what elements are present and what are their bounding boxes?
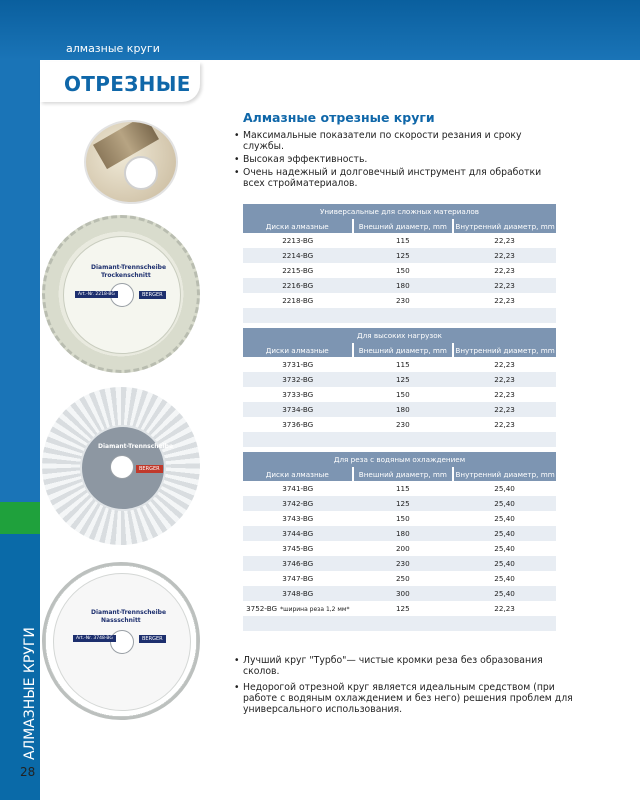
column-header: Диски алмазные [243,467,353,481]
outer-diameter-cell: 115 [353,357,454,372]
model-cell: 3742-BG [243,496,353,511]
model-cell: 3743-BG [243,511,353,526]
outer-diameter-cell: 180 [353,278,454,293]
table-row [243,357,556,372]
inner-diameter-cell: 22,23 [453,233,556,248]
feature-list [234,130,564,191]
spec-table-water-cooled [243,452,556,631]
section-tab-marker [0,502,40,534]
model-cell: 3746-BG [243,556,353,571]
table-row [243,481,556,496]
disc3-subtitle: Nassschnitt [101,617,141,624]
model-cell: 2213-BG [243,233,353,248]
table-row [243,601,556,616]
outer-diameter-cell: 200 [353,541,454,556]
inner-diameter-cell: 22,23 [453,402,556,417]
outer-diameter-cell: 125 [353,496,454,511]
disc3-artnr: Art.-Nr. 3748-BG [73,635,116,642]
model-cell: 2214-BG [243,248,353,263]
disc3-brand: BERGER [139,635,166,643]
table-row [243,233,556,248]
column-header: Внешний диаметр, mm [353,343,454,357]
side-section-label: АЛМАЗНЫЕ КРУГИ [22,627,38,760]
table-row [243,387,556,402]
outer-diameter-cell: 300 [353,586,454,601]
disc-hub [110,630,134,654]
table-row [243,571,556,586]
inner-diameter-cell: 22,23 [453,357,556,372]
inner-diameter-cell: 25,40 [453,481,556,496]
table-row [243,496,556,511]
inner-diameter-cell: 22,23 [453,601,556,616]
model-cell: 3745-BG [243,541,353,556]
page-number: 28 [20,765,36,779]
continuous-rim-disc-image [42,562,200,720]
outer-diameter-cell: 150 [353,263,454,278]
column-header: Внутренний диаметр, mm [453,343,556,357]
inner-diameter-cell: 25,40 [453,571,556,586]
model-cell: 3747-BG [243,571,353,586]
outer-diameter-cell: 125 [353,601,454,616]
table-row [243,556,556,571]
outer-diameter-cell: 230 [353,417,454,432]
table-row [243,586,556,601]
inner-diameter-cell: 22,23 [453,263,556,278]
title-tab [40,62,200,102]
table-caption: Для высоких нагрузок [243,328,556,343]
outer-diameter-cell: 150 [353,511,454,526]
inner-diameter-cell: 22,23 [453,372,556,387]
spec-table-universal [243,204,556,323]
disc1-subtitle: Trockenschnitt [101,272,151,279]
outer-diameter-cell: 115 [353,233,454,248]
inner-diameter-cell: 25,40 [453,496,556,511]
disc-hub [110,455,134,479]
disc1-title: Diamant-Trennscheibe [91,264,167,271]
inner-diameter-cell: 25,40 [453,556,556,571]
column-header: Внутренний диаметр, mm [453,467,556,481]
table-row [243,526,556,541]
model-cell: 3744-BG [243,526,353,541]
model-cell: 3741-BG [243,481,353,496]
table-row [243,278,556,293]
table-filler-row [243,308,556,323]
cutting-stone-photo [84,120,178,204]
turbo-disc-image [42,387,200,545]
section-heading: Алмазные отрезные круги [243,110,435,125]
outer-diameter-cell: 150 [353,387,454,402]
table-caption: Универсальные для сложных материалов [243,204,556,219]
disc3-title: Diamant-Trennscheibe [91,609,167,616]
disc2-title: Diamant-Trennscheibe [98,443,174,450]
benefits-list [234,655,574,720]
outer-diameter-cell: 230 [353,293,454,308]
model-cell: 2215-BG [243,263,353,278]
model-cell: 2216-BG [243,278,353,293]
table-row [243,372,556,387]
feature-item: • Высокая эффективность. [234,154,564,165]
column-header: Диски алмазные [243,219,353,233]
kerf-note: *ширина реза 1,2 мм* [280,606,350,613]
model-cell: 3731-BG [243,357,353,372]
outer-diameter-cell: 115 [353,481,454,496]
outer-diameter-cell: 180 [353,402,454,417]
outer-diameter-cell: 125 [353,248,454,263]
model-cell: 3734-BG [243,402,353,417]
outer-diameter-cell: 180 [353,526,454,541]
table-row [243,541,556,556]
model-code: 3752-BG [246,604,278,613]
model-cell: 3736-BG [243,417,353,432]
model-cell: 3748-BG [243,586,353,601]
breadcrumb: алмазные круги [66,42,160,55]
column-header: Внешний диаметр, mm [353,467,454,481]
table-row [243,263,556,278]
page-title: ОТРЕЗНЫЕ [64,72,191,96]
segmented-disc-image [42,215,200,373]
inner-diameter-cell: 22,23 [453,278,556,293]
inner-diameter-cell: 22,23 [453,417,556,432]
outer-diameter-cell: 250 [353,571,454,586]
outer-diameter-cell: 125 [353,372,454,387]
table-caption: Для реза с водяным охлаждением [243,452,556,467]
inner-diameter-cell: 25,40 [453,526,556,541]
table-row [243,248,556,263]
blade-detail [124,156,158,190]
column-header: Внутренний диаметр, mm [453,219,556,233]
model-cell: 2218-BG [243,293,353,308]
model-cell: 3732-BG [243,372,353,387]
table-row [243,293,556,308]
disc2-brand: BERGER [136,465,163,473]
disc1-artnr: Art.-Nr. 2218-BG [75,291,118,298]
inner-diameter-cell: 22,23 [453,293,556,308]
column-header: Внешний диаметр, mm [353,219,454,233]
disc1-brand: BERGER [139,291,166,299]
inner-diameter-cell: 25,40 [453,541,556,556]
inner-diameter-cell: 22,23 [453,248,556,263]
table-filler-row [243,616,556,631]
spec-table-heavy-duty [243,328,556,447]
outer-diameter-cell: 230 [353,556,454,571]
table-filler-row [243,432,556,447]
model-cell [243,601,353,616]
column-header: Диски алмазные [243,343,353,357]
benefit-item: • Лучший круг "Турбо"— чистые кромки реза без образования сколов. [234,655,574,677]
table-row [243,417,556,432]
feature-item: • Очень надежный и долговечный инструмент для обработки всех стройматериалов. [234,167,564,189]
inner-diameter-cell: 25,40 [453,511,556,526]
table-row [243,402,556,417]
table-row [243,511,556,526]
feature-item: • Максимальные показатели по скорости резания и сроку службы. [234,130,564,152]
inner-diameter-cell: 25,40 [453,586,556,601]
benefit-item: • Недорогой отрезной круг является идеальным средством (при работе с водяным охлаждением и без него) решения проблем для универсального использования. [234,682,574,715]
inner-diameter-cell: 22,23 [453,387,556,402]
model-cell: 3733-BG [243,387,353,402]
